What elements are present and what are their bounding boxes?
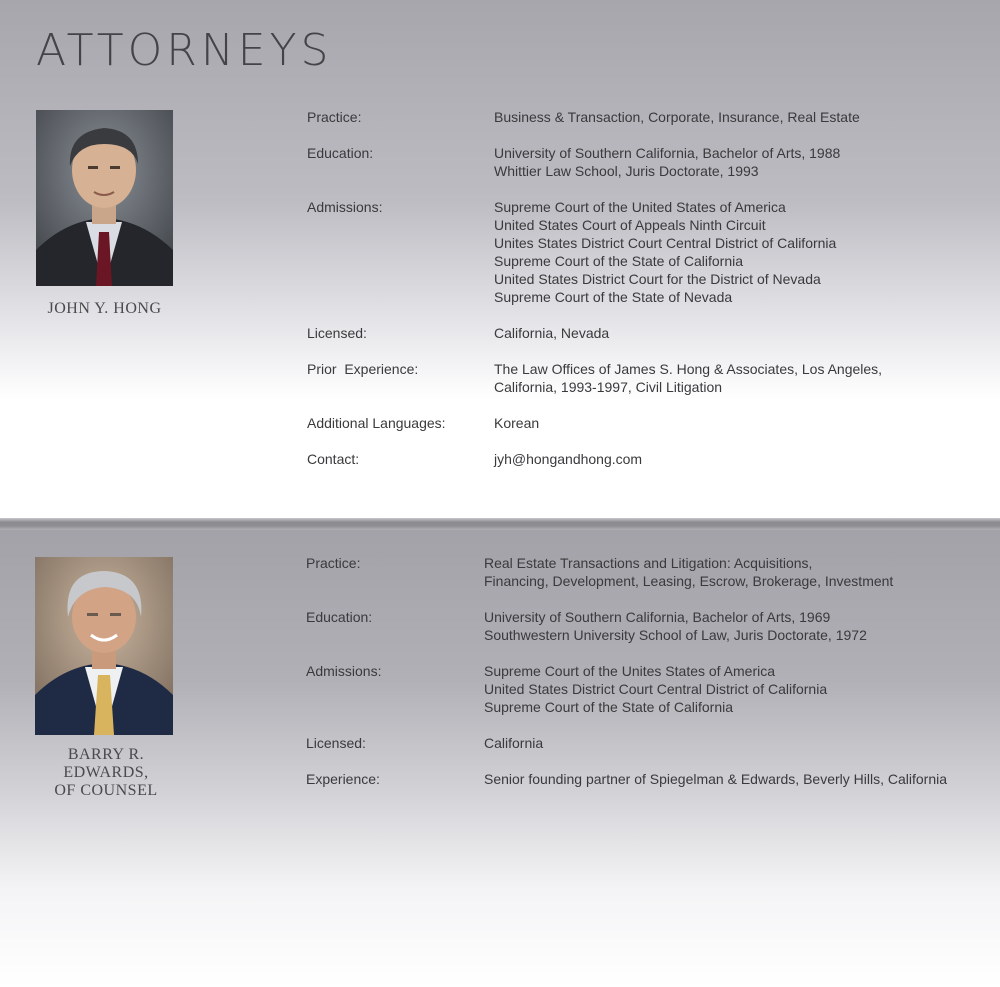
detail-value: Whittier Law School, Juris Doctorate, 1993 xyxy=(494,163,759,179)
attorney-details xyxy=(306,554,947,806)
detail-row-education xyxy=(306,608,947,644)
attorney-name-line: BARRY R. EDWARDS, xyxy=(63,746,149,781)
detail-row-licensed xyxy=(306,734,947,752)
detail-values xyxy=(494,108,860,126)
detail-values xyxy=(494,360,882,396)
detail-row-practice xyxy=(307,108,882,126)
attorney-photo xyxy=(35,557,173,735)
detail-label: Practice: xyxy=(307,109,362,125)
detail-row-education xyxy=(307,144,882,180)
detail-value: The Law Offices of James S. Hong & Associates, Los Angeles, xyxy=(494,361,883,377)
detail-values xyxy=(494,450,642,468)
detail-row-admissions xyxy=(306,662,947,716)
detail-label: Education: xyxy=(306,609,373,625)
detail-value: United States District Court for the District of Nevada xyxy=(494,271,821,287)
detail-value: Senior founding partner of Spiegelman & Edwards, Beverly Hills, California xyxy=(484,771,948,787)
detail-label: Licensed: xyxy=(307,325,367,341)
detail-value: Financing, Development, Leasing, Escrow, Brokerage, Investment xyxy=(484,573,894,589)
detail-value: California, Nevada xyxy=(494,325,610,341)
detail-value: University of Southern California, Bachelor of Arts, 1969 xyxy=(484,609,831,625)
attorney-name-line: JOHN Y. HONG xyxy=(47,300,162,317)
detail-value: Supreme Court of the State of California xyxy=(484,699,734,715)
detail-row-experience xyxy=(306,770,947,788)
detail-value: California, 1993-1997, Civil Litigation xyxy=(494,379,723,395)
detail-values xyxy=(494,198,836,306)
contact-email-link[interactable]: jyh@hongandhong.com xyxy=(494,451,643,467)
detail-label: Admissions: xyxy=(307,199,383,215)
detail-row-admissions xyxy=(307,198,882,306)
detail-values xyxy=(494,144,840,180)
detail-label: Licensed: xyxy=(306,735,366,751)
detail-label: Additional Languages: xyxy=(307,415,446,431)
detail-value: Southwestern University School of Law, Juris Doctorate, 1972 xyxy=(484,627,867,643)
detail-value: Supreme Court of the State of California xyxy=(494,253,744,269)
detail-value: Supreme Court of the United States of America xyxy=(494,199,786,215)
detail-label: Admissions: xyxy=(306,663,382,679)
detail-row-languages xyxy=(307,414,882,432)
detail-value: Supreme Court of the State of Nevada xyxy=(494,289,733,305)
attorney-section-edwards xyxy=(0,530,1000,987)
detail-row-contact xyxy=(307,450,882,468)
detail-label: Practice: xyxy=(306,555,361,571)
detail-row-licensed xyxy=(307,324,882,342)
attorney-details xyxy=(307,108,882,486)
detail-values xyxy=(484,770,947,788)
attorney-photo xyxy=(36,110,173,286)
detail-value: Supreme Court of the Unites States of America xyxy=(484,663,776,679)
detail-values xyxy=(494,414,539,432)
detail-value: Unites States District Court Central District of California xyxy=(494,235,837,251)
detail-values xyxy=(484,662,827,716)
attorney-name xyxy=(26,746,186,800)
detail-row-practice xyxy=(306,554,947,590)
detail-value: United States District Court Central District of California xyxy=(484,681,828,697)
detail-label: Contact: xyxy=(307,451,360,467)
detail-values xyxy=(484,554,893,590)
detail-label: Prior Experience: xyxy=(307,361,419,377)
attorney-name-line: OF COUNSEL xyxy=(54,782,158,799)
detail-values xyxy=(484,734,543,752)
detail-values xyxy=(484,608,867,644)
attorney-name xyxy=(36,300,173,318)
detail-values xyxy=(494,324,609,342)
detail-value: California xyxy=(484,735,544,751)
detail-value: Real Estate Transactions and Litigation: Acquisitions, xyxy=(484,555,813,571)
detail-value: Korean xyxy=(494,415,540,431)
section-divider xyxy=(0,518,1000,530)
detail-label: Education: xyxy=(307,145,374,161)
detail-value: Business & Transaction, Corporate, Insurance, Real Estate xyxy=(494,109,860,125)
detail-value: University of Southern California, Bachelor of Arts, 1988 xyxy=(494,145,841,161)
detail-value: United States Court of Appeals Ninth Circuit xyxy=(494,217,766,233)
detail-row-prior-experience xyxy=(307,360,882,396)
page-title: ATTORNEYS xyxy=(36,25,333,76)
detail-label: Experience: xyxy=(306,771,380,787)
